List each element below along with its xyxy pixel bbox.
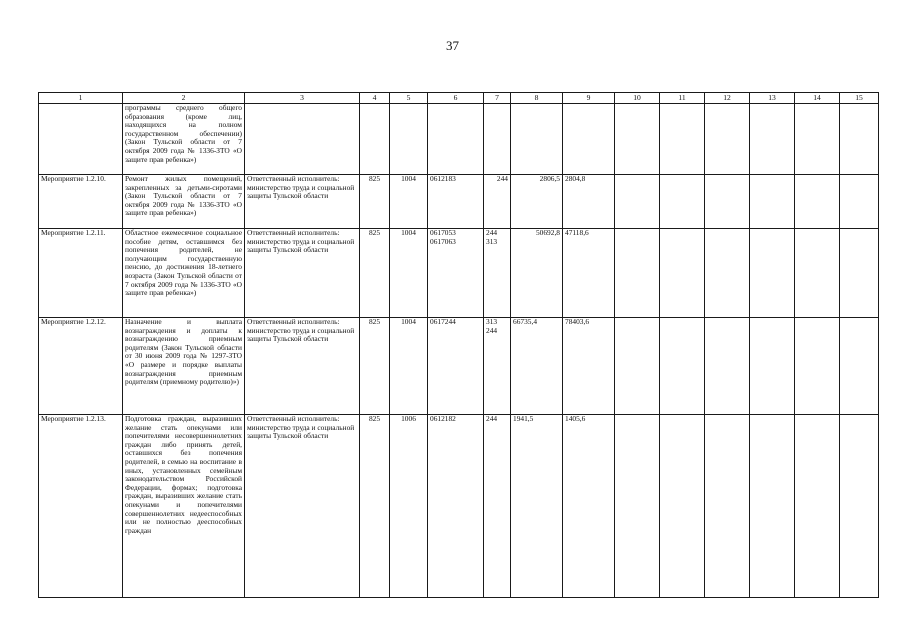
amount-cell: 1405,6 <box>563 415 615 598</box>
empty-cell <box>705 415 750 598</box>
expense-type-cell: 244 <box>484 415 511 598</box>
section-cell: 1006 <box>390 415 428 598</box>
budget-table <box>38 92 879 598</box>
empty-cell <box>615 229 660 318</box>
header-cell: 10 <box>615 93 660 104</box>
empty-cell <box>750 318 795 415</box>
executor-cell: Ответственный исполнитель: министерство труда и социальной защиты Тульской области <box>245 415 360 598</box>
header-cell: 4 <box>360 93 390 104</box>
header-cell: 5 <box>390 93 428 104</box>
amount-cell: 2806,5 <box>511 175 563 229</box>
empty-cell <box>840 318 879 415</box>
empty-cell <box>840 229 879 318</box>
code-cell <box>360 104 390 175</box>
executor-cell: Ответственный исполнитель: министерство труда и социальной защиты Тульской области <box>245 229 360 318</box>
measure-cell: Мероприятие 1.2.13. <box>39 415 123 598</box>
header-cell: 9 <box>563 93 615 104</box>
empty-cell <box>840 415 879 598</box>
section-cell: 1004 <box>390 175 428 229</box>
header-cell: 14 <box>795 93 840 104</box>
code-cell: 825 <box>360 415 390 598</box>
empty-cell <box>705 229 750 318</box>
amount-cell <box>563 104 615 175</box>
empty-cell <box>705 104 750 175</box>
amount-cell: 2804,8 <box>563 175 615 229</box>
empty-cell <box>705 318 750 415</box>
empty-cell <box>660 229 705 318</box>
page-number: 37 <box>446 38 459 53</box>
executor-cell: Ответственный исполнитель: министерство труда и социальной защиты Тульской области <box>245 318 360 415</box>
header-cell: 1 <box>39 93 123 104</box>
empty-cell <box>615 415 660 598</box>
measure-cell: Мероприятие 1.2.12. <box>39 318 123 415</box>
section-cell: 1004 <box>390 229 428 318</box>
table-row <box>39 415 879 598</box>
description-cell: программы среднего общего образования (кроме лиц, находящихся на полном государственном обеспечении) (Закон Тульской области от 7 октября 2009 года № 1336-ЗТО «О защите прав ребенка») <box>123 104 245 175</box>
code-cell: 825 <box>360 229 390 318</box>
header-cell: 2 <box>123 93 245 104</box>
executor-cell <box>245 104 360 175</box>
table-row <box>39 104 879 175</box>
table-row <box>39 318 879 415</box>
empty-cell <box>795 229 840 318</box>
description-cell: Назначение и выплата вознаграждения и доплаты к вознаграждению приемным родителям (Закон Тульской области от 30 июня 2009 года № 1297-ЗТО «О размере и порядке выплаты вознаграждения приемным родителям (приемному родителю)») <box>123 318 245 415</box>
empty-cell <box>660 104 705 175</box>
expense-type-cell: 313 244 <box>484 318 511 415</box>
target-article-cell: 0617053 0617063 <box>428 229 484 318</box>
description-cell: Областное ежемесячное социальное пособие детям, оставшимся без попечения родителей, не получающим государственную пенсию, до достижения 18-летнего возраста (Закон Тульской области от 7 октября 2009 года № 1336-ЗТО «О защите прав ребенка») <box>123 229 245 318</box>
table-header-row <box>39 93 879 104</box>
description-cell: Ремонт жилых помещений, закрепленных за детьми-сиротами (Закон Тульской области от 7 октября 2009 года № 1336-ЗТО «О защите прав ребенка») <box>123 175 245 229</box>
header-cell: 12 <box>705 93 750 104</box>
header-cell: 8 <box>511 93 563 104</box>
section-cell: 1004 <box>390 318 428 415</box>
table-row <box>39 229 879 318</box>
empty-cell <box>750 175 795 229</box>
target-article-cell: 0617244 <box>428 318 484 415</box>
empty-cell <box>840 175 879 229</box>
header-cell: 3 <box>245 93 360 104</box>
code-cell: 825 <box>360 175 390 229</box>
expense-type-cell: 244 313 <box>484 229 511 318</box>
amount-cell <box>511 104 563 175</box>
executor-cell: Ответственный исполнитель: министерство труда и социальной защиты Тульской области <box>245 175 360 229</box>
amount-cell: 47118,6 <box>563 229 615 318</box>
table-row <box>39 175 879 229</box>
empty-cell <box>660 318 705 415</box>
empty-cell <box>795 318 840 415</box>
target-article-cell <box>428 104 484 175</box>
amount-cell: 1941,5 <box>511 415 563 598</box>
empty-cell <box>615 175 660 229</box>
header-cell: 11 <box>660 93 705 104</box>
measure-cell: Мероприятие 1.2.10. <box>39 175 123 229</box>
empty-cell <box>615 104 660 175</box>
amount-cell: 50692,8 <box>511 229 563 318</box>
measure-cell: Мероприятие 1.2.11. <box>39 229 123 318</box>
header-cell: 6 <box>428 93 484 104</box>
target-article-cell: 0612182 <box>428 415 484 598</box>
empty-cell <box>795 104 840 175</box>
empty-cell <box>615 318 660 415</box>
header-cell: 7 <box>484 93 511 104</box>
code-cell: 825 <box>360 318 390 415</box>
description-cell: Подготовка граждан, выразивших желание стать опекунами или попечителями несовершеннолетних граждан либо принять детей, оставшихся без попечения родителей, в семью на воспитание в иных, установленных семейным законодательством Российской Федерации, формах; подготовка граждан, выразивших желание стать опекунами и попечителями совершеннолетних недееспособных или не полностью дееспособных граждан <box>123 415 245 598</box>
expense-type-cell <box>484 104 511 175</box>
expense-type-cell: 244 <box>484 175 511 229</box>
target-article-cell: 0612183 <box>428 175 484 229</box>
empty-cell <box>795 175 840 229</box>
header-cell: 13 <box>750 93 795 104</box>
amount-cell: 78403,6 <box>563 318 615 415</box>
header-cell: 15 <box>840 93 879 104</box>
section-cell <box>390 104 428 175</box>
empty-cell <box>750 229 795 318</box>
empty-cell <box>795 415 840 598</box>
empty-cell <box>750 104 795 175</box>
measure-cell <box>39 104 123 175</box>
empty-cell <box>840 104 879 175</box>
empty-cell <box>660 175 705 229</box>
empty-cell <box>750 415 795 598</box>
amount-cell: 66735,4 <box>511 318 563 415</box>
empty-cell <box>705 175 750 229</box>
empty-cell <box>660 415 705 598</box>
